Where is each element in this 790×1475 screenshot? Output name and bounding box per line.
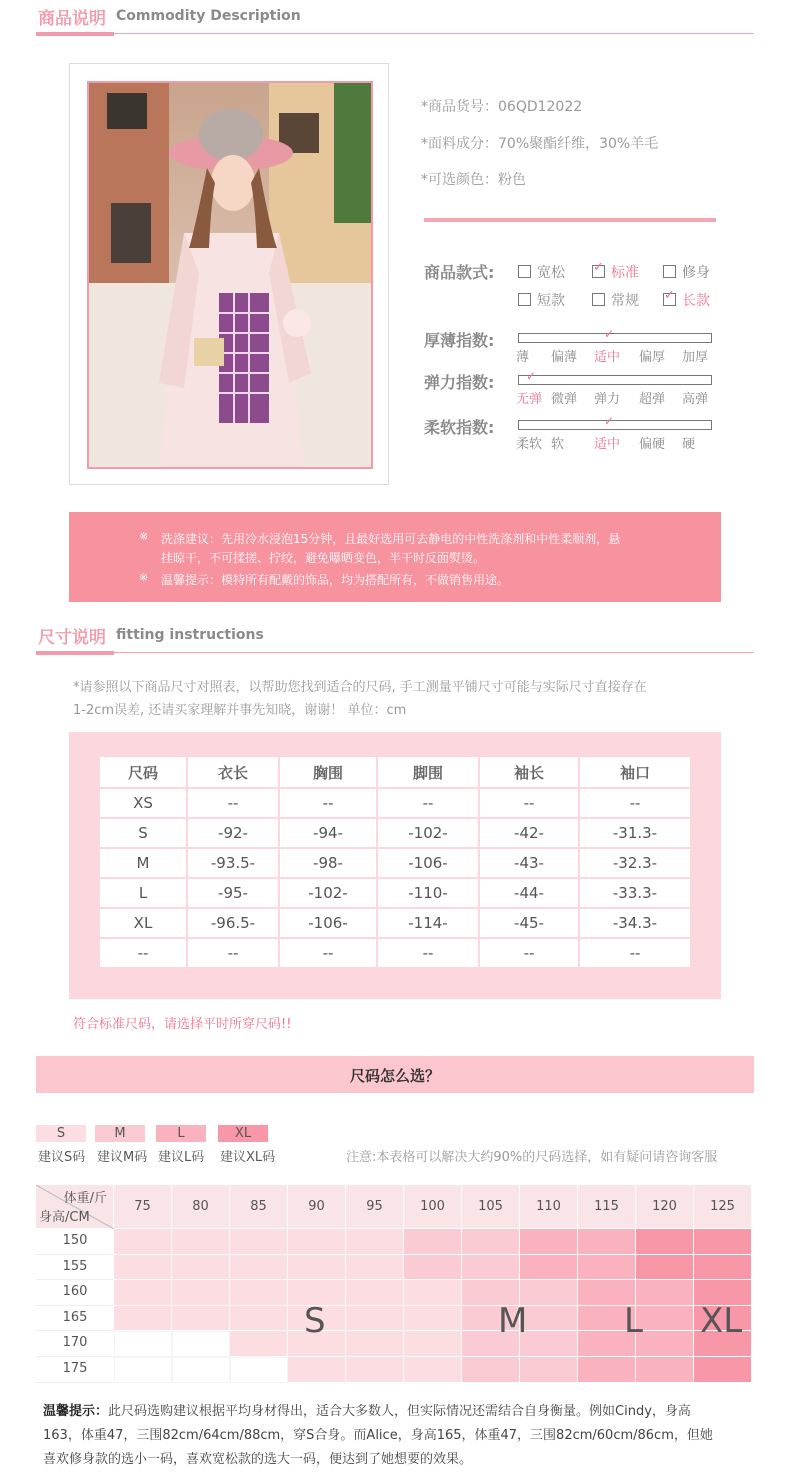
size-grid-cell [230, 1357, 288, 1383]
table-cell: -- [280, 789, 376, 817]
table-cell: -- [480, 789, 578, 817]
style-option[interactable] [592, 262, 639, 282]
table-cell: S [100, 819, 186, 847]
index-scale-bar [518, 420, 712, 430]
table-header-cell: 尺码 [100, 757, 186, 787]
table-cell: -102- [378, 819, 478, 847]
table-cell: L [100, 879, 186, 907]
index-level-label: 偏厚 [639, 350, 666, 365]
legend-label: 建议XL码 [220, 1150, 276, 1165]
index-level-label: 高弹 [682, 392, 709, 407]
care-notice [69, 512, 721, 602]
section-divider [36, 33, 754, 34]
size-grid-cell [230, 1255, 288, 1281]
notice-line-3: 温馨提示：模特所有配戴的饰品，均为搭配所有，不做销售用途。 [161, 573, 510, 587]
table-cell: -- [378, 789, 478, 817]
table-header-cell: 衣长 [188, 757, 278, 787]
index-level-label: 加厚 [682, 350, 709, 365]
size-grid-cell [114, 1280, 172, 1306]
weight-value: 110 [536, 1199, 561, 1214]
size-grid-cell [114, 1229, 172, 1255]
weight-header-cell [578, 1185, 636, 1229]
tip-line-2: 163，体重47，三围82cm/64cm/88cm，穿S合身。而Alice，身高165，体重47，三围82cm/60cm/86cm，但她 [43, 1428, 713, 1443]
legend-note: 注意:本表格可以解决大约90%的尺码选择，如有疑问请咨询客服 [346, 1150, 718, 1165]
size-grid-cell [172, 1331, 230, 1357]
size-grid-cell [346, 1255, 404, 1281]
size-grid-cell [694, 1229, 752, 1255]
table-header-cell: 袖长 [480, 757, 578, 787]
size-zone-letter: S [304, 1301, 326, 1341]
table-row [100, 879, 690, 907]
size-grid-cell [172, 1357, 230, 1383]
notice-marker: ※ [139, 571, 149, 584]
size-grid-cell [578, 1229, 636, 1255]
size-grid-cell [114, 1306, 172, 1332]
size-grid-cell [172, 1229, 230, 1255]
style-label: 商品款式: [424, 263, 495, 282]
checkbox[interactable] [592, 265, 605, 278]
index-level-label: 弹力 [594, 392, 621, 407]
table-header-cell: 脚围 [378, 757, 478, 787]
table-cell: M [100, 849, 186, 877]
table-cell: -32.3- [580, 849, 690, 877]
size-zone-letter: M [498, 1301, 528, 1341]
size-grid-cell [230, 1280, 288, 1306]
tip-line-3: 喜欢修身款的选小一码，喜欢宽松款的选大一码，便达到了她想要的效果。 [43, 1452, 473, 1467]
height-value: 160 [62, 1284, 88, 1300]
table-cell: -45- [480, 909, 578, 937]
weight-value: 125 [710, 1199, 735, 1214]
height-value: 165 [62, 1309, 88, 1325]
section-divider [36, 652, 754, 653]
table-cell: -102- [280, 879, 376, 907]
table-cell: -94- [280, 819, 376, 847]
size-grid-cell [694, 1255, 752, 1281]
style-option[interactable] [518, 262, 565, 282]
weight-value: 95 [366, 1199, 383, 1214]
style-option-label: 常规 [611, 293, 639, 309]
grid-corner [36, 1185, 114, 1229]
index-level-label: 偏硬 [639, 437, 666, 452]
size-grid-cell [404, 1280, 462, 1306]
table-cell: -- [480, 939, 578, 967]
size-grid-cell [114, 1255, 172, 1281]
checkbox[interactable] [592, 293, 605, 306]
index-level-label: 软 [551, 437, 565, 452]
size-grid-cell [578, 1357, 636, 1383]
table-cell: -- [100, 939, 186, 967]
table-header-row [100, 757, 690, 787]
index-level-label: 硬 [682, 437, 696, 452]
checkbox[interactable] [518, 293, 531, 306]
style-option-label: 短款 [537, 293, 565, 309]
size-grid-cell [172, 1306, 230, 1332]
index-scale-bar [518, 333, 712, 343]
size-grid-cell [404, 1306, 462, 1332]
table-row [100, 939, 690, 967]
size-grid-cell [636, 1331, 694, 1357]
product-photo[interactable] [87, 81, 373, 469]
product-sku: *商品货号：06QD12022 [421, 99, 583, 115]
style-option[interactable] [592, 290, 639, 310]
section-header-description [36, 0, 754, 36]
height-value: 155 [62, 1258, 88, 1274]
table-cell: -110- [378, 879, 478, 907]
height-row-label-cell [36, 1229, 114, 1255]
table-cell: -31.3- [580, 819, 690, 847]
style-option[interactable] [518, 290, 565, 310]
table-cell: -- [580, 789, 690, 817]
size-grid-cell [230, 1229, 288, 1255]
table-cell: -96.5- [188, 909, 278, 937]
table-cell: -44- [480, 879, 578, 907]
size-grid-cell [636, 1229, 694, 1255]
table-cell: -42- [480, 819, 578, 847]
weight-header-cell [346, 1185, 404, 1229]
table-cell: -92- [188, 819, 278, 847]
tip-line-1 [43, 1400, 753, 1424]
weight-value: 80 [192, 1199, 209, 1214]
weight-value: 100 [420, 1199, 445, 1214]
size-table [98, 755, 692, 969]
size-grid-cell [346, 1229, 404, 1255]
choose-size-banner [36, 1056, 754, 1093]
size-zone-letter: XL [700, 1301, 743, 1341]
height-row-label-cell [36, 1280, 114, 1306]
index-level-label: 偏薄 [551, 350, 578, 365]
section-title-en: Commodity Description [116, 8, 301, 24]
size-grid-cell [114, 1357, 172, 1383]
table-cell: -33.3- [580, 879, 690, 907]
size-grid-cell [230, 1306, 288, 1332]
table-cell: -93.5- [188, 849, 278, 877]
table-row [100, 849, 690, 877]
weight-header-cell [230, 1185, 288, 1229]
index-scale-bar [518, 375, 712, 385]
size-grid-cell [520, 1255, 578, 1281]
size-grid-cell [404, 1255, 462, 1281]
style-option-label: 长款 [682, 293, 710, 309]
size-grid-cell [462, 1357, 520, 1383]
weight-value: 120 [652, 1199, 677, 1214]
legend-swatch: L [156, 1125, 206, 1142]
weight-value: 75 [134, 1199, 151, 1214]
weight-header-cell [462, 1185, 520, 1229]
weight-value: 85 [250, 1199, 267, 1214]
height-value: 175 [62, 1361, 88, 1376]
check-icon: ✓ [526, 369, 537, 383]
weight-header-cell [636, 1185, 694, 1229]
notice-marker: ※ [139, 530, 149, 543]
size-grid-cell [520, 1357, 578, 1383]
index-level-label: 适中 [594, 437, 621, 452]
legend-swatch: XL [218, 1125, 268, 1142]
size-grid-cell [520, 1331, 578, 1357]
info-divider [424, 218, 716, 222]
size-grid-cell [346, 1357, 404, 1383]
table-row [100, 789, 690, 817]
size-grid-cell [520, 1229, 578, 1255]
legend-label: 建议M码 [97, 1150, 148, 1165]
table-cell: -- [280, 939, 376, 967]
size-grid-cell [230, 1331, 288, 1357]
table-cell: -98- [280, 849, 376, 877]
checkbox[interactable] [663, 293, 676, 306]
check-icon: ✓ [604, 327, 615, 341]
size-grid-cell [462, 1255, 520, 1281]
table-cell: -95- [188, 879, 278, 907]
size-grid-cell [346, 1280, 404, 1306]
weight-header-cell [404, 1185, 462, 1229]
size-grid-cell [462, 1229, 520, 1255]
size-grid-cell [288, 1357, 346, 1383]
legend-swatch: S [36, 1125, 86, 1142]
size-grid-cell [346, 1306, 404, 1332]
section-accent-bar [36, 651, 114, 655]
size-grid-cell [578, 1255, 636, 1281]
index-level-label: 无弹 [516, 392, 543, 407]
index-label: 厚薄指数: [424, 331, 495, 350]
notice-line-2: 挂晾干，不可揉搓、拧绞，避免曝晒变色，半干时反面熨烫。 [161, 551, 486, 565]
size-note-line-1: *请参照以下商品尺寸对照表，以帮助您找到适合的尺码, 手工测量平铺尺寸可能与实际尺寸直接存在 [73, 680, 647, 695]
size-grid-cell [172, 1255, 230, 1281]
style-option-label: 宽松 [537, 265, 565, 281]
choose-size-title: 尺码怎么选？ [349, 1067, 440, 1085]
weight-axis-label: 体重/斤 [63, 1191, 107, 1206]
size-grid-cell [288, 1229, 346, 1255]
size-grid-cell [346, 1331, 404, 1357]
size-grid-cell [636, 1357, 694, 1383]
size-note-line-2: 1-2cm误差, 还请买家理解并事先知晓，谢谢！ 单位：cm [73, 703, 407, 718]
size-grid-cell [404, 1229, 462, 1255]
weight-header-cell [172, 1185, 230, 1229]
style-option[interactable] [663, 290, 710, 310]
table-cell: -- [188, 789, 278, 817]
checkbox[interactable] [663, 265, 676, 278]
size-grid-cell [114, 1331, 172, 1357]
table-cell: -- [378, 939, 478, 967]
table-header-cell: 胸围 [280, 757, 376, 787]
weight-header-cell [114, 1185, 172, 1229]
weight-value: 90 [308, 1199, 325, 1214]
size-grid-cell [636, 1306, 694, 1332]
index-label: 柔软指数: [424, 418, 495, 437]
size-grid-cell [636, 1280, 694, 1306]
table-cell: XS [100, 789, 186, 817]
section-title-cn: 尺寸说明 [38, 628, 106, 648]
check-icon: ✓ [604, 414, 615, 428]
weight-header-cell [520, 1185, 578, 1229]
weight-header-cell [694, 1185, 752, 1229]
notice-line-1: 洗涤建议：先用冷水浸泡15分钟，且最好选用可去静电的中性洗涤剂和中性柔顺剂，悬 [161, 532, 621, 546]
table-row [100, 909, 690, 937]
tip-prefix: 温馨提示： [43, 1404, 109, 1419]
table-cell: -106- [378, 849, 478, 877]
index-level-label: 超弹 [639, 392, 666, 407]
product-photo-frame [69, 63, 389, 485]
table-cell: -43- [480, 849, 578, 877]
index-level-label: 柔软 [516, 437, 543, 452]
size-recommendation-grid [36, 1185, 754, 1383]
product-colors: *可选颜色：粉色 [421, 172, 526, 188]
index-label: 弹力指数: [424, 373, 495, 392]
height-value: 170 [62, 1335, 88, 1351]
height-value: 150 [62, 1233, 88, 1248]
index-level-label: 薄 [516, 350, 530, 365]
height-axis-label: 身高/CM [39, 1210, 90, 1225]
size-grid-cell [404, 1331, 462, 1357]
height-row-label-cell [36, 1306, 114, 1332]
table-cell: -- [188, 939, 278, 967]
section-header-fitting [36, 619, 754, 655]
height-row-label-cell [36, 1331, 114, 1357]
section-title-cn: 商品说明 [38, 9, 106, 29]
legend-label: 建议L码 [158, 1150, 205, 1165]
section-accent-bar [36, 32, 114, 36]
index-level-label: 微弹 [551, 392, 578, 407]
size-zone-letter: L [624, 1301, 643, 1341]
size-grid-cell [404, 1357, 462, 1383]
legend-swatch: M [95, 1125, 145, 1142]
size-grid-cell [288, 1255, 346, 1281]
style-option-label: 修身 [682, 265, 710, 281]
size-advice: 符合标准尺码，请选择平时所穿尺码!! [73, 1017, 292, 1032]
table-cell: -- [580, 939, 690, 967]
table-cell: -114- [378, 909, 478, 937]
product-fabric: *面料成分：70%聚酯纤维，30%羊毛 [421, 136, 659, 152]
tip-text-1: 此尺码选购建议根据平均身材得出，适合大多数人，但实际情况还需结合自身衡量。例如Cindy，身高 [108, 1404, 691, 1419]
section-title-en: fitting instructions [116, 627, 264, 643]
legend-label: 建议S码 [38, 1150, 86, 1165]
checkbox[interactable] [518, 265, 531, 278]
weight-header-cell [288, 1185, 346, 1229]
height-row-label-cell [36, 1255, 114, 1281]
size-grid-cell [694, 1357, 752, 1383]
table-row [100, 819, 690, 847]
height-row-label-cell [36, 1357, 114, 1383]
style-option-label: 标准 [611, 265, 639, 281]
size-grid-cell [520, 1280, 578, 1306]
table-header-cell: 袖口 [580, 757, 690, 787]
index-level-label: 适中 [594, 350, 621, 365]
size-grid-cell [636, 1255, 694, 1281]
table-cell: -34.3- [580, 909, 690, 937]
weight-value: 115 [594, 1199, 619, 1214]
size-grid-cell [172, 1280, 230, 1306]
table-cell: -106- [280, 909, 376, 937]
size-grid-cell [520, 1306, 578, 1332]
weight-value: 105 [478, 1199, 503, 1214]
table-cell: XL [100, 909, 186, 937]
style-option[interactable] [663, 262, 710, 282]
